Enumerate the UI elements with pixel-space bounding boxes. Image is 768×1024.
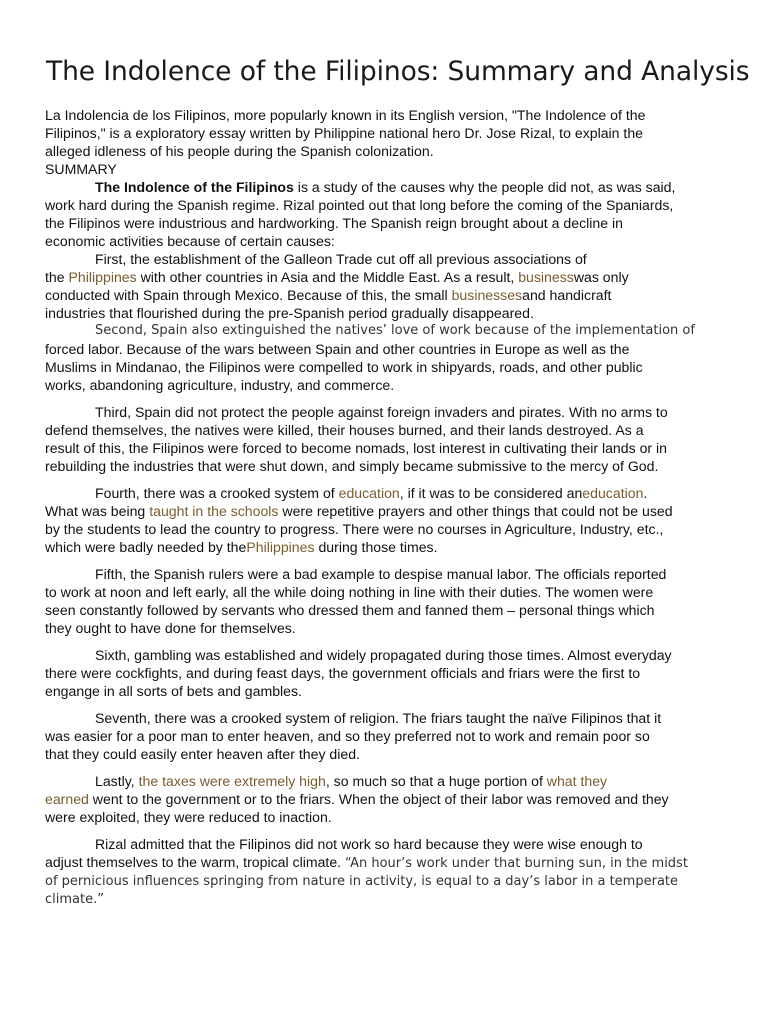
fifth-line: Fifth, the Spanish rulers were a bad example to despise manual labor. The officials reported xyxy=(95,566,667,582)
third-line: rebuilding the industries that were shut down, and simply became submissive to the mercy of God. xyxy=(45,458,659,474)
summary-line: the Filipinos were industrious and hardworking. The Spanish reign brought about a decline in xyxy=(45,215,623,231)
summary-heading: SUMMARY xyxy=(45,161,117,177)
intro-line: Filipinos," is a exploratory essay written by Philippine national hero Dr. Jose Rizal, to explain the xyxy=(45,125,644,141)
summary-line: work hard during the Spanish regime. Rizal pointed out that long before the coming of the Spaniards, xyxy=(45,197,674,213)
rizal-paragraph xyxy=(45,835,725,909)
sixth-cause-paragraph xyxy=(45,646,725,700)
second-line: works, abandoning agriculture, industry, and commerce. xyxy=(45,377,395,393)
third-cause-paragraph xyxy=(45,403,725,475)
first-text: and handicraft xyxy=(522,287,612,303)
taxes-link[interactable]: the taxes were extremely high xyxy=(138,773,326,789)
first-text: was only xyxy=(573,269,629,285)
fifth-line: to work at noon and left early, all the while doing nothing in line with their duties. The women were xyxy=(45,584,654,600)
fifth-cause-paragraph xyxy=(45,565,725,637)
lastly-line: were exploited, they were reduced to inaction. xyxy=(45,809,332,825)
fourth-line: by the students to lead the country to progress. There were no courses in Agriculture, Industry, etc., xyxy=(45,521,664,537)
fifth-line: seen constantly followed by servants who dressed them and fanned them – personal things which xyxy=(45,602,655,618)
businesses-link[interactable]: businesses xyxy=(451,287,523,303)
rizal-quote: climate.” xyxy=(45,892,104,907)
seventh-line: was easier for a poor man to enter heaven, and so they preferred not to work and remain poor so xyxy=(45,728,650,744)
intro-line: La Indolencia de los Filipinos, more popularly known in its English version, "The Indolence of the xyxy=(45,107,646,123)
seventh-line: that they could easily enter heaven after they died. xyxy=(45,746,360,762)
lastly-text: , so much so that a huge portion of xyxy=(325,773,547,789)
business-link[interactable]: business xyxy=(518,269,574,285)
education-link[interactable]: education xyxy=(582,485,644,501)
fourth-text: Fourth, there was a crooked system of xyxy=(95,485,339,501)
document-body xyxy=(45,106,725,909)
fourth-text: during those times. xyxy=(314,539,438,555)
page-title: The Indolence of the Filipinos: Summary and Analysis xyxy=(46,56,750,87)
fourth-cause-paragraph xyxy=(45,484,725,556)
second-cause-paragraph xyxy=(45,322,725,394)
fourth-text: which were badly needed by the xyxy=(45,539,247,555)
summary-line: economic activities because of certain causes: xyxy=(45,233,335,249)
fifth-line: they ought to have done for themselves. xyxy=(45,620,296,636)
third-line: Third, Spain did not protect the people against foreign invaders and pirates. With no arms to xyxy=(95,404,668,420)
fourth-text: were repetitive prayers and other things that could not be used xyxy=(278,503,673,519)
sixth-line: there were cockfights, and during feast days, the government officials and friars were the first to xyxy=(45,665,641,681)
fourth-text: , if it was to be considered an xyxy=(399,485,583,501)
first-line: First, the establishment of the Galleon Trade cut off all previous associations of xyxy=(95,251,587,267)
sixth-line: Sixth, gambling was established and widely propagated during those times. Almost everyday xyxy=(95,647,672,663)
fourth-text: . xyxy=(643,485,648,501)
second-line: Second, Spain also extinguished the natives’ love of work because of the implementation of xyxy=(95,323,695,338)
philippines-link[interactable]: Philippines xyxy=(68,269,137,285)
fourth-text: What was being xyxy=(45,503,150,519)
intro-line: alleged idleness of his people during the Spanish colonization. xyxy=(45,143,434,159)
lastly-text: went to the government or to the friars. When the object of their labor was removed and they xyxy=(88,791,669,807)
rizal-quote: “An hour’s work under that burning sun, in the midst xyxy=(345,856,688,871)
intro-paragraph xyxy=(45,106,725,178)
third-line: defend themselves, the natives were killed, their houses burned, and their lands destroyed. As a xyxy=(45,422,644,438)
first-text: the xyxy=(45,269,69,285)
philippines-link[interactable]: Philippines xyxy=(246,539,315,555)
summary-text: is a study of the causes why the people did not, as was said, xyxy=(293,179,676,195)
first-cause-paragraph xyxy=(45,250,725,322)
what-they-earned-link[interactable]: earned xyxy=(45,791,89,807)
education-link[interactable]: education xyxy=(338,485,400,501)
seventh-cause-paragraph xyxy=(45,709,725,763)
what-they-earned-link[interactable]: what they xyxy=(546,773,608,789)
taught-in-schools-link[interactable]: taught in the schools xyxy=(149,503,279,519)
summary-paragraph xyxy=(45,178,725,250)
rizal-quote: of pernicious influences springing from nature in activity, is equal to a day’s labor in a temperate xyxy=(45,874,679,889)
first-text: conducted with Spain through Mexico. Because of this, the small xyxy=(45,287,452,303)
first-line: industries that flourished during the pre-Spanish period gradually disappeared. xyxy=(45,305,534,321)
first-text: with other countries in Asia and the Middle East. As a result, xyxy=(136,269,519,285)
essay-title-bold: The Indolence of the Filipinos xyxy=(95,179,294,195)
rizal-text: adjust themselves to the warm, tropical climate. xyxy=(45,854,346,870)
seventh-line: Seventh, there was a crooked system of religion. The friars taught the naïve Filipinos that it xyxy=(95,710,662,726)
lastly-text: Lastly, xyxy=(95,773,139,789)
second-line: forced labor. Because of the wars between Spain and other countries in Europe as well as the xyxy=(45,341,630,357)
second-line: Muslims in Mindanao, the Filipinos were compelled to work in shipyards, roads, and other public xyxy=(45,359,643,375)
third-line: result of this, the Filipinos were forced to become nomads, lost interest in cultivating their lands or in xyxy=(45,440,667,456)
rizal-line: Rizal admitted that the Filipinos did not work so hard because they were wise enough to xyxy=(95,836,643,852)
sixth-line: engange in all sorts of bets and gambles. xyxy=(45,683,302,699)
lastly-cause-paragraph xyxy=(45,772,725,826)
